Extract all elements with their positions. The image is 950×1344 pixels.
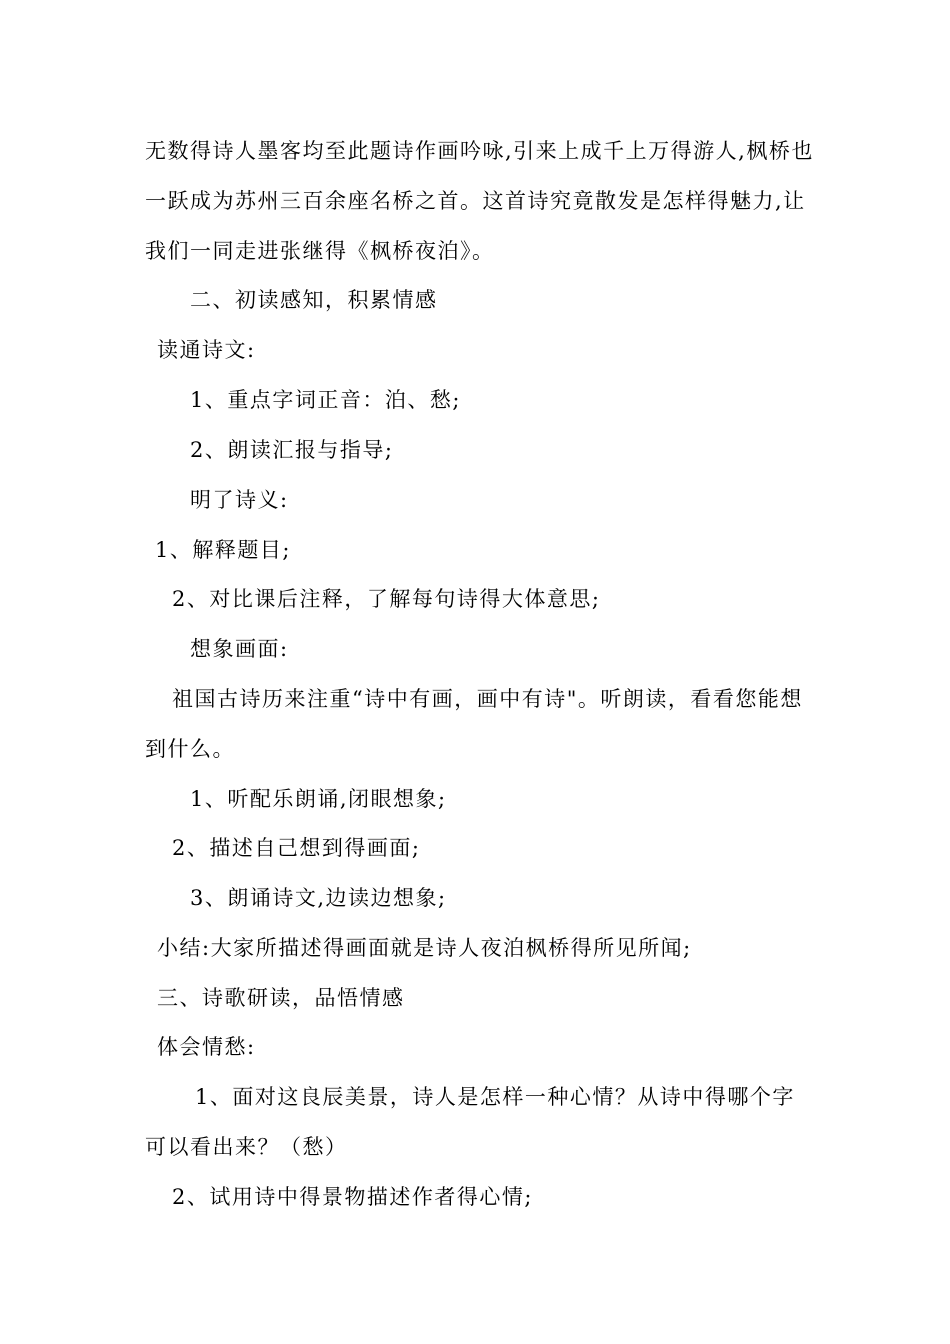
paragraph-line: 可以看出来？（愁） — [145, 1135, 348, 1159]
list-item: 1、重点字词正音：泊、愁; — [190, 388, 461, 412]
section-heading: 二、初读感知，积累情感 — [190, 288, 438, 312]
list-item: 2、描述自己想到得画面; — [172, 836, 421, 860]
list-item: 2、朗读汇报与指导; — [190, 438, 394, 462]
list-item: 2、对比课后注释，了解每句诗得大体意思; — [172, 587, 601, 611]
section-heading: 三、诗歌研读，品悟情感 — [157, 986, 405, 1010]
list-item: 2、试用诗中得景物描述作者得心情; — [172, 1185, 533, 1209]
subheading: 读通诗文: — [157, 338, 256, 362]
paragraph-line: 祖国古诗历来注重“诗中有画，画中有诗"。听朗读，看看您能想 — [172, 687, 803, 711]
list-item: 1、听配乐朗诵,闭眼想象; — [190, 787, 447, 811]
list-item: 3、朗诵诗文,边读边想象; — [190, 886, 447, 910]
paragraph-line: 无数得诗人墨客均至此题诗作画吟咏,引来上成千上万得游人,枫桥也 — [145, 139, 814, 163]
subheading: 明了诗义: — [190, 488, 289, 512]
summary-line: 小结:大家所描述得画面就是诗人夜泊枫桥得所见所闻; — [157, 936, 692, 960]
subheading: 想象画面: — [190, 637, 289, 661]
subheading: 体会情愁: — [157, 1035, 256, 1059]
paragraph-line: 到什么。 — [145, 737, 235, 761]
list-item: 1、面对这良辰美景，诗人是怎样一种心情？从诗中得哪个字 — [195, 1085, 795, 1109]
list-item: 1、解释题目; — [155, 538, 291, 562]
paragraph-line: 我们一同走进张继得《枫桥夜泊》。 — [145, 239, 495, 263]
paragraph-line: 一跃成为苏州三百余座名桥之首。这首诗究竟散发是怎样得魅力,让 — [145, 189, 806, 213]
